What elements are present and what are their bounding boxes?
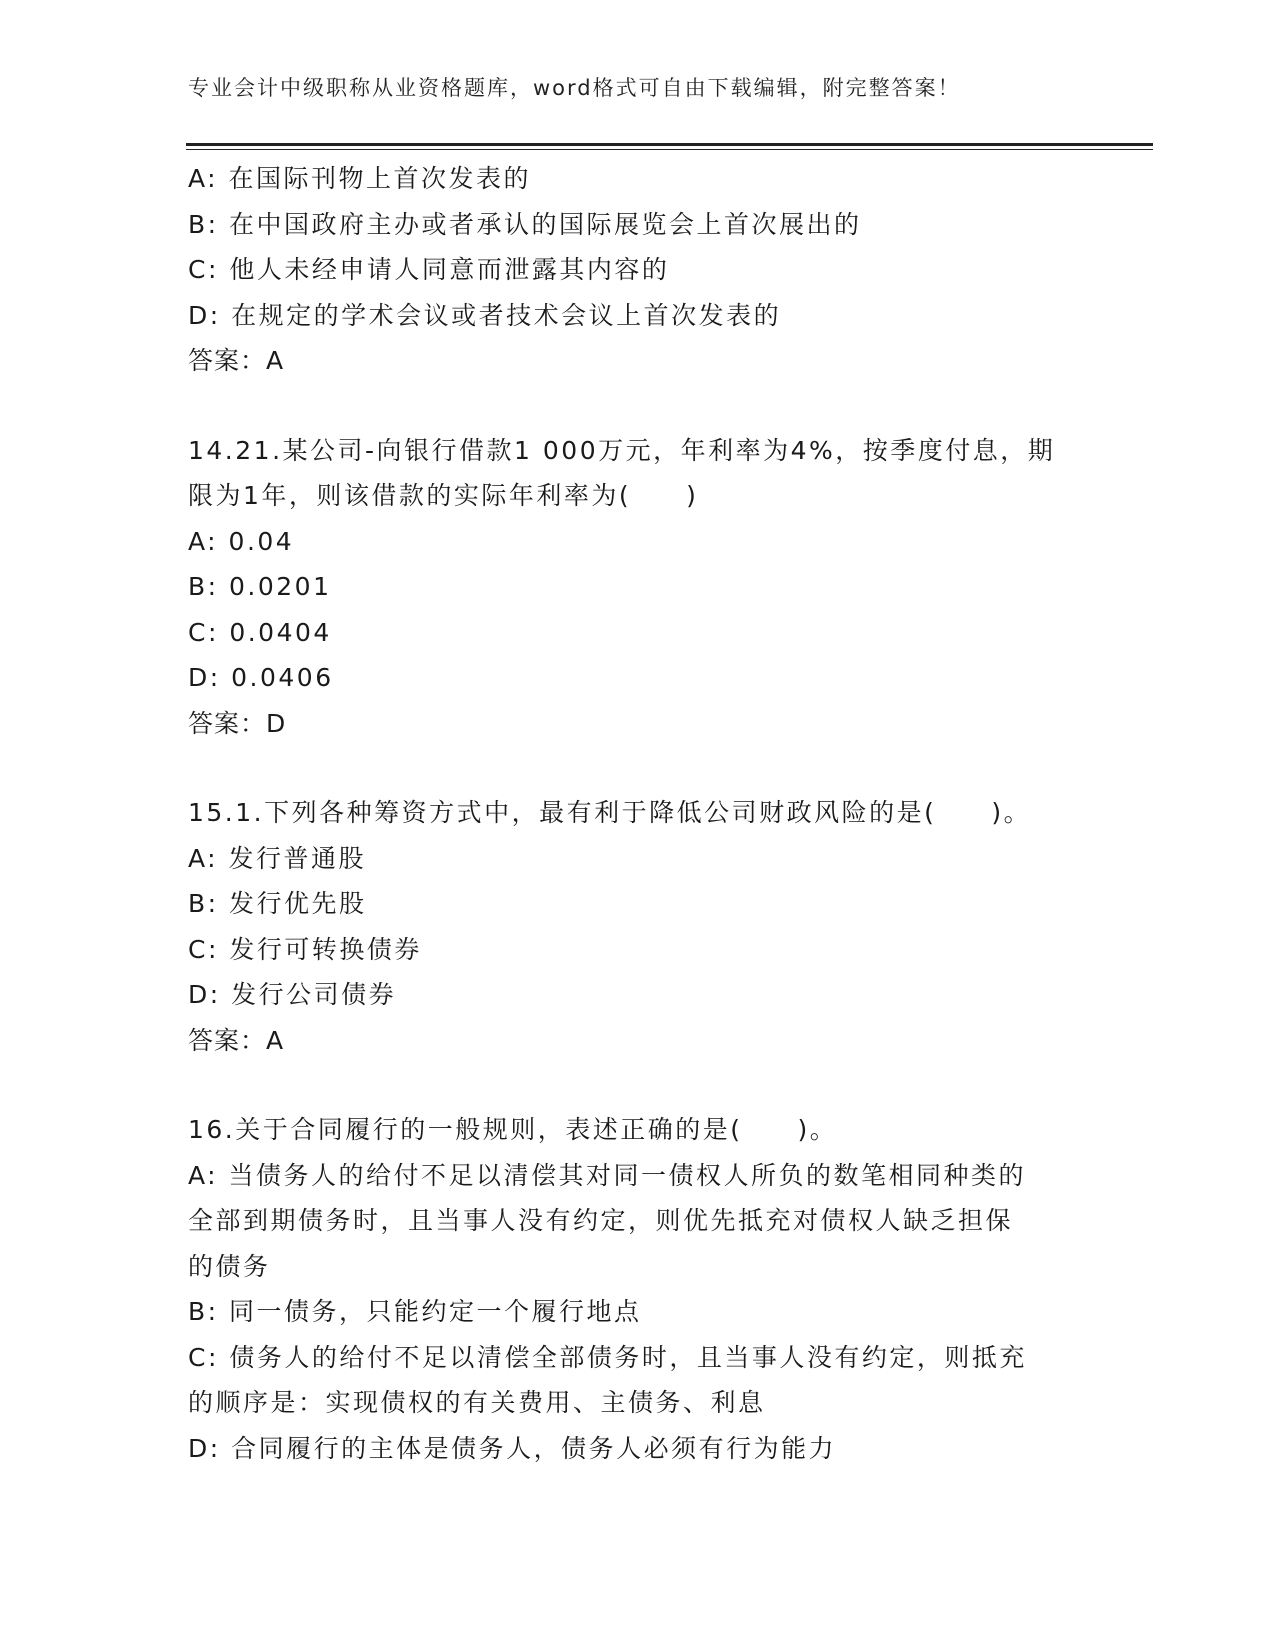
question-list xyxy=(188,156,1088,1471)
question-text: 14.21.某公司-向银行借款1 000万元，年利率为4%，按季度付息，期 xyxy=(188,435,1056,465)
option-line: A: 0.04 xyxy=(188,526,295,556)
option-line: A: 在国际刊物上首次发表的 xyxy=(188,164,532,193)
option-line: D: 在规定的学术会议或者技术会议上首次发表的 xyxy=(188,300,782,330)
question-block xyxy=(188,156,1088,384)
question-block xyxy=(188,790,1088,1063)
option-line: 全部到期债务时，且当事人没有约定，则优先抵充对债权人缺乏担保 xyxy=(188,1206,1014,1235)
question-block xyxy=(188,428,1088,747)
option-line: C: 0.0404 xyxy=(188,617,332,647)
option-line: B: 在中国政府主办或者承认的国际展览会上首次展出的 xyxy=(188,209,862,239)
option-line: D: 发行公司债券 xyxy=(188,980,397,1009)
option-line: D: 合同履行的主体是债务人，债务人必须有行为能力 xyxy=(188,1433,837,1463)
header-rule-thin xyxy=(186,149,1153,150)
option-line: C: 债务人的给付不足以清偿全部债务时，且当事人没有约定，则抵充 xyxy=(188,1342,1027,1372)
option-line: B: 同一债务，只能约定一个履行地点 xyxy=(188,1297,642,1326)
answer-line: 答案：A xyxy=(188,1025,285,1055)
answer-line: 答案：D xyxy=(188,708,287,738)
option-line: B: 发行优先股 xyxy=(188,889,367,918)
header-rule-thick xyxy=(186,143,1153,146)
option-line: D: 0.0406 xyxy=(188,663,334,692)
question-block xyxy=(188,1107,1088,1471)
option-line: C: 他人未经申请人同意而泄露其内容的 xyxy=(188,255,670,284)
answer-line: 答案：A xyxy=(188,346,285,375)
question-text: 15.1.下列各种筹资方式中，最有利于降低公司财政风险的是( )。 xyxy=(188,798,1032,827)
option-line: A: 当债务人的给付不足以清偿其对同一债权人所负的数笔相同种类的 xyxy=(188,1160,1027,1190)
option-line: B: 0.0201 xyxy=(188,572,332,601)
option-line: C: 发行可转换债券 xyxy=(188,934,422,964)
option-line: A: 发行普通股 xyxy=(188,843,367,873)
option-line: 的债务 xyxy=(188,1251,271,1281)
option-line: 的顺序是：实现债权的有关费用、主债务、利息 xyxy=(188,1388,766,1417)
page-header: 专业会计中级职称从业资格题库，word格式可自由下载编辑，附完整答案！ xyxy=(188,76,961,100)
question-text: 16.关于合同履行的一般规则，表述正确的是( )。 xyxy=(188,1115,838,1144)
question-text: 限为1年，则该借款的实际年利率为( ) xyxy=(188,481,699,510)
